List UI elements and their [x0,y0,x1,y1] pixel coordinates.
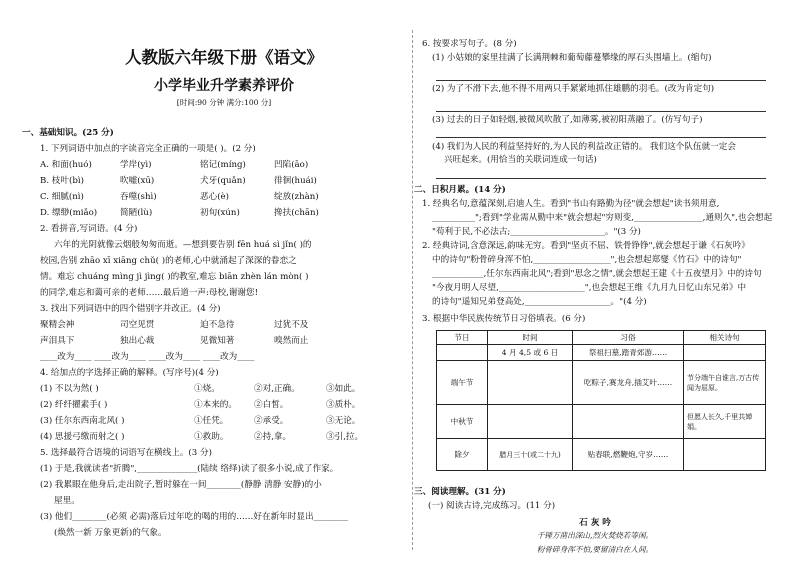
exam-subtitle: 小学毕业升学素养评价 [154,78,294,94]
table-cell: 中秋节 [437,405,488,439]
q4-1-c: ③如此。 [326,384,361,394]
q1-b-2: 吹嘘(xū) [120,176,155,186]
q3-stem: 3. 找出下列词语中的四个错别字并改正。(4 分) [40,304,221,314]
q4-3: (3) 任尔东西南北风( ) [40,416,125,426]
q3-w-7: 见微知著 [200,336,235,346]
table-cell-blank[interactable] [684,439,766,471]
q4-2-b: ②白皙。 [254,400,289,410]
table-cell: 吃粽子,赛龙舟,插艾叶…… [573,361,684,405]
q1-a-2: 学岸(yì) [120,160,152,170]
q6-2-answer-line[interactable] [436,111,766,112]
q1-c-1: C. 细腻(nì) [40,192,84,202]
q4-1-b: ②对,正确。 [254,384,300,394]
table-cell: 腊月三十(或二十九) [488,439,573,471]
s2-q2-line-5: 的诗句"遥知兄弟登高处,____________________。"(4 分) [432,297,647,307]
table-cell: 但愿人长久,千里共婵娟。 [684,405,766,439]
q1-a-3: 铭记(míng) [200,160,246,170]
table-cell: 贴春联,燃鞭炮,守岁…… [573,439,684,471]
s2-q2-line-1: 2. 经典诗词,含意深远,韵味无穷。看到"坚贞不屈、铁骨铮铮",就会想起于谦《石灰吟》 [422,241,750,251]
q1-c-2: 吞噬(shì) [120,192,157,202]
section-3-heading: 三、阅读理解。(31 分) [414,487,506,497]
q5-line-4: (3) 他们________(必须 必需)落后过年吃的喝的用的……好在新年时显出________ [40,512,348,522]
s2-q3-stem: 3. 根据中华民族传统节日习俗填表。(6 分) [422,314,586,324]
s2-q1-line-1: 1. 经典名句,意蕴深刻,启迪人生。看到"书山有路勤为径"就会想起"读书须用意, [422,199,720,209]
section-1-heading: 一、基础知识。(25 分) [22,128,114,138]
q1-d-4: 搀扶(chān) [274,208,319,218]
table-cell-blank[interactable] [488,405,573,439]
exam-meta: [时间:90 分钟 满分:100 分] [176,98,272,107]
q3-fix-line: ____改为____ ____改为____ ____改为____ ____改为____ [40,352,255,362]
q6-4-answer-line[interactable] [436,178,766,179]
table-cell: 除夕 [437,439,488,471]
q4-4-b: ②持,拿。 [254,432,292,442]
q4-stem: 4. 给加点的字选择正确的解释。(写序号)(4 分) [40,368,219,378]
exam-title: 人教版六年级下册《语文》 [125,48,323,67]
q2-line-2: 校园,告别 zhāo xī xiāng chǔ( )的老师,心中就涌起了深深的眷恋之 [40,256,297,266]
q4-3-a: ①任凭。 [194,416,229,426]
q2-line-4: 的同学,难忘和蔼可亲的老师……最后道一声:母校,谢谢您! [40,288,259,298]
q3-w-1: 聚精会神 [40,320,75,330]
q5-stem: 5. 选择最符合语境的词语写在横线上。(3 分) [40,448,212,458]
q6-stem: 6. 按要求写句子。(8 分) [422,39,517,49]
table-header-row [437,331,766,345]
poem-line-1: 千锤万凿出深山,烈火焚烧若等闲。 [536,531,654,540]
q4-3-b: ②承受。 [254,416,289,426]
q5-line-5: (焕然一新 万象更新)的气象。 [54,528,167,538]
q1-a-4: 凹陷(āo) [274,160,309,170]
table-row [437,405,766,439]
q1-a-1: A. 和面(huó) [40,160,92,170]
table-cell: 4 月 4,5 或 6 日 [488,345,573,361]
q1-c-4: 绽放(zhàn) [274,192,319,202]
poem-line-2: 粉骨碎身浑不怕,要留清白在人间。 [536,545,654,554]
q4-4-c: ③引,拉。 [326,432,364,442]
q6-3-answer-line[interactable] [436,137,766,138]
q4-3-c: ③无论。 [326,416,361,426]
q6-1: (1) 小姑娘的家里挂满了长满荆棘和葡萄藤蔓攀缘的厚石头围墙上。(缩句) [432,53,712,63]
section-2-heading: 二、日积月累。(14 分) [414,185,506,195]
q6-4-cont: 兴旺起来。(用恰当的关联词连成一句话) [444,155,597,165]
s2-q1-line-3: "苟利于民,不必法古;______________________。"(3 分) [432,227,641,237]
q4-2-a: ①本来的。 [194,400,237,410]
q1-stem: 1. 下列词语中加点的字读音完全正确的一项是( )。(2 分) [40,144,256,154]
s2-q2-line-3: ____________,任尔东西南北风";看到"思念之情",就会想起王建《十五夜望月》中的诗句 [432,269,762,279]
s2-q2-line-2: 中的诗句"粉骨碎身浑不怕,__________________",也会想起郑燮《竹石》中的诗句" [432,255,742,265]
q3-w-3: 迫不急待 [200,320,235,330]
poem-title: 石 灰 吟 [579,518,611,528]
q1-b-4: 徘徊(huái) [274,176,317,186]
table-cell-blank[interactable] [437,345,488,361]
table-row [437,439,766,471]
table-cell-blank[interactable] [488,361,573,405]
q6-2: (2) 为了不滑下去,他不得不用两只手紧紧地抓住雄鹏的羽毛。(改为肯定句) [432,84,715,94]
q2-stem: 2. 看拼音,写词语。(4 分) [40,224,138,234]
q4-2: (2) 纤纤擢素手( ) [40,400,108,410]
q1-d-3: 初旬(xún) [200,208,240,218]
q4-4-a: ①救助。 [194,432,229,442]
festival-table [436,330,766,471]
table-header-cell: 相关诗句 [684,331,766,345]
q4-1: (1) 不以为然( ) [40,384,99,394]
q5-line-3: 屋里。 [54,496,80,506]
q3-w-2: 司空见贯 [120,320,155,330]
q6-1-answer-line[interactable] [436,80,766,81]
q1-d-2: 简陋(lù) [120,208,153,218]
s2-q1-line-2: __________";看到"学业需从勤中来"就会想起"穷则变,________________,通则久",也会想起 [432,213,773,223]
table-row [437,361,766,405]
q3-w-8: 嗅然而止 [274,336,309,346]
q3-w-4: 过犹不及 [274,320,309,330]
table-cell: 祭祖扫墓,踏青郊游…… [573,345,684,361]
q3-w-6: 独出心裁 [120,336,155,346]
s3-sub: (一) 阅读古诗,完成练习。(11 分) [428,501,556,511]
table-row [437,345,766,361]
table-header-cell: 节日 [437,331,488,345]
q4-4: (4) 思援弓缴而射之( ) [40,432,125,442]
table-cell: 端午节 [437,361,488,405]
q1-d-1: D. 缥缈(miǎo) [40,208,98,218]
q1-b-3: 犬牙(quǎn) [200,176,246,186]
table-header-cell: 时间 [488,331,573,345]
q5-line-2: (2) 我累眼在他身后,走出院子,暂时躲在一间________(静静 清静 安静)的小 [40,480,322,490]
table-cell-blank[interactable] [573,405,684,439]
table-cell: 节分端午自谁言,万古传闻为屈原。 [684,361,766,405]
q2-line-3: 情。难忘 chuáng mìng jì jìng( )的教室,难忘 biān zhèn lán mòn( ) [40,272,309,282]
column-divider [412,30,413,550]
q5-line-1: (1) 于是,我就读者"折腾",______________(陆续 络绎)读了很多小说,成了作家。 [40,464,339,474]
q4-2-c: ③质朴。 [326,400,361,410]
s2-q2-line-4: "今夜月明人尽望,____________________",也会想起王维《九月九日忆山东兄弟》中 [432,283,747,293]
q2-line-1: 六年的光阴就像云烟般匆匆而逝。—想到要告别 fēn huá sì jǐn( )的 [54,240,312,250]
q4-1-a: ①烧。 [194,384,220,394]
table-header-cell: 习俗 [573,331,684,345]
q1-b-1: B. 枝叶(bì) [40,176,84,186]
q1-c-3: 恶心(è) [200,192,229,202]
q6-3: (3) 过去的日子如轻烟,被微风吹散了,如薄雾,被初阳蒸融了。(仿写句子) [432,115,703,125]
q3-w-5: 声泪具下 [40,336,75,346]
table-cell-blank[interactable] [684,345,766,361]
q6-4: (4) 我们为人民的利益坚持好的,为人民的利益改正错的。 我们这个队伍就一定会 [432,142,736,152]
